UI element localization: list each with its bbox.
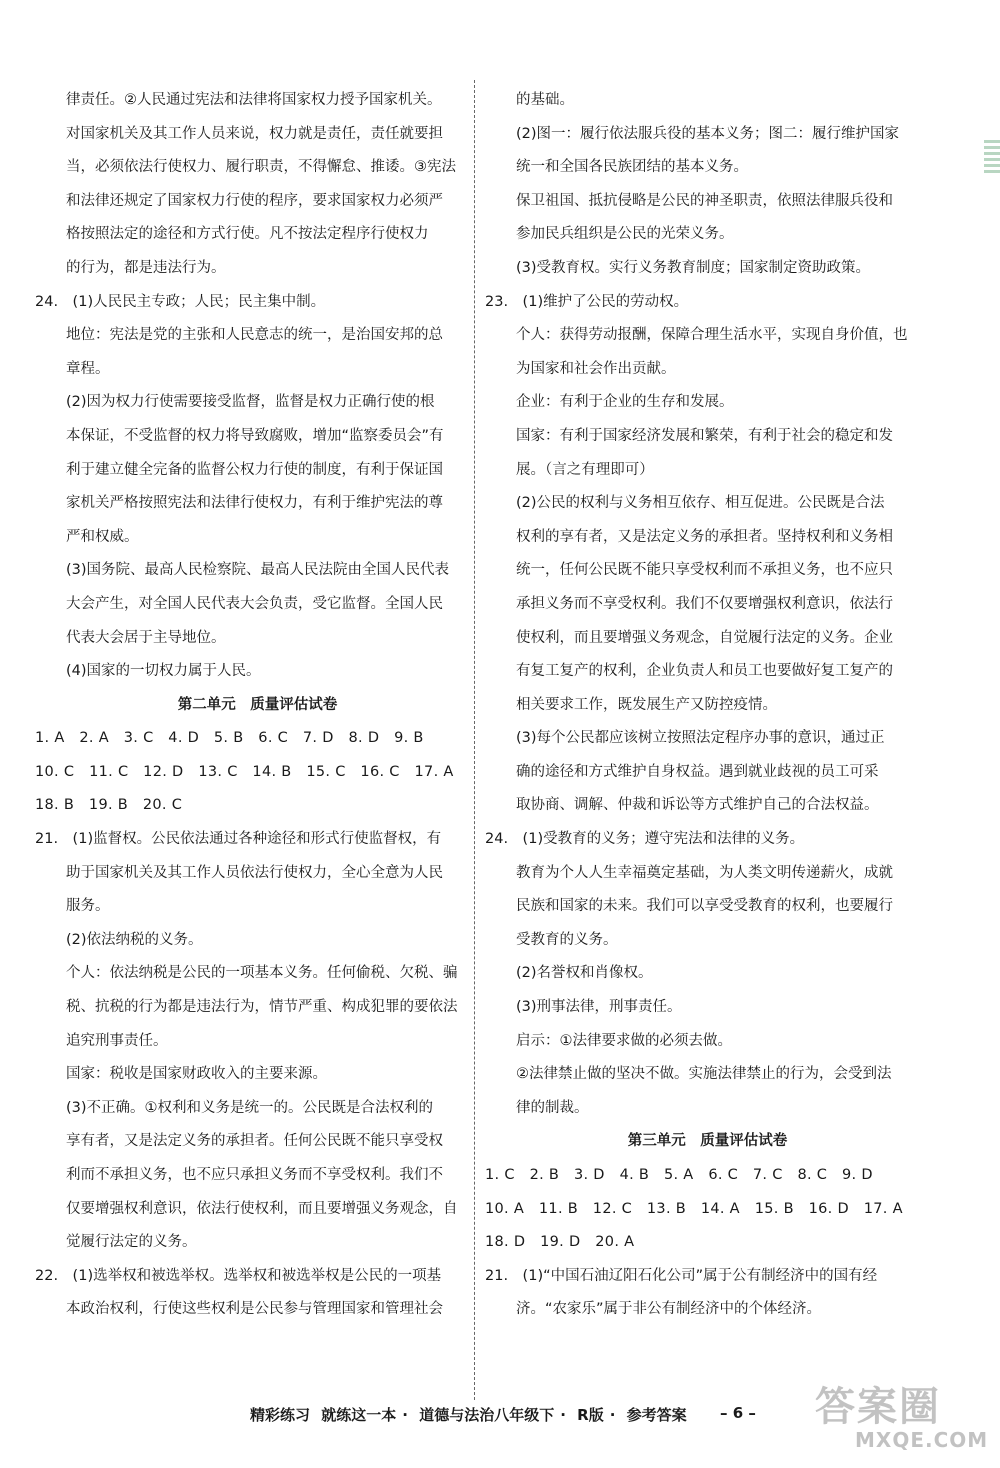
watermark-domain: MXQE.COM xyxy=(855,1428,989,1452)
text-line: 承担义务而不享受权利。我们不仅要增强权利意识，依法行 xyxy=(516,595,893,612)
text-line: 保卫祖国、抵抗侵略是公民的神圣职责，依照法律服兵役和 xyxy=(516,192,893,209)
text-line: 统一和全国各民族团结的基本义务。 xyxy=(516,159,748,176)
section-heading: 第二单元 质量评估试卷 xyxy=(177,696,338,713)
watermark-main: 答案圈 xyxy=(815,1384,941,1430)
text-line: (3)每个公民都应该树立按照法定程序办事的意识，通过正 xyxy=(516,730,885,747)
text-line: 为国家和社会作出贡献。 xyxy=(516,360,676,377)
text-line: 权利的享有者，又是法定义务的承担者。坚持权利和义务相 xyxy=(516,528,893,545)
text-line: 助于国家机关及其工作人员依法行使权力，全心全意为人民 xyxy=(66,864,443,881)
text-line: 和法律还规定了国家权力行使的程序，要求国家权力必须严 xyxy=(66,192,443,209)
text-line: (3)不正确。①权利和义务是统一的。公民既是合法权利的 xyxy=(66,1099,434,1116)
text-line: 大会产生，对全国人民代表大会负责，受它监督。全国人民 xyxy=(66,595,443,612)
text-line: (2)名誉权和肖像权。 xyxy=(516,965,653,982)
text-line: 启示：①法律要求做的必须去做。 xyxy=(516,1032,732,1049)
text-line: 国家：税收是国家财政收入的主要来源。 xyxy=(66,1066,327,1083)
text-line: 利而不承担义务，也不应只承担义务而不享受权利。我们不 xyxy=(66,1167,443,1183)
column-divider xyxy=(474,80,475,1400)
text-line: 代表大会居于主导地位。 xyxy=(66,629,226,646)
text-line: (3)刑事法律，刑事责任。 xyxy=(516,999,682,1016)
text-line: 仅要增强权利意识，依法行使权利，而且要增强义务观念，自 xyxy=(66,1200,458,1217)
right-column xyxy=(485,84,915,1327)
text-line: 当，必须依法行使权力、履行职责，不得懈怠、推诿。③宪法 xyxy=(66,159,456,176)
page-edge-tab xyxy=(984,140,1000,174)
left-column xyxy=(35,84,465,1327)
text-line: (3)国务院、最高人民检察院、最高人民法院由全国人民代表 xyxy=(66,562,450,579)
text-line: (2)依法纳税的义务。 xyxy=(66,931,203,948)
text-line: (2)因为权力行使需要接受监督，监督是权力正确行使的根 xyxy=(66,394,435,411)
text-line: 个人：获得劳动报酬，保障合理生活水平，实现自身价值，也 xyxy=(516,327,908,344)
text-line: 民族和国家的未来。我们可以享受受教育的权利，也要履行 xyxy=(516,898,893,915)
text-line: 的基础。 xyxy=(516,92,574,108)
text-line: 21. (1)监督权。公民依法通过各种途径和形式行使监督权，有 xyxy=(35,831,442,848)
text-line: 21. (1)“中国石油辽阳石化公司”属于公有制经济中的国有经 xyxy=(485,1267,878,1284)
footer-series: 就练这一本 xyxy=(321,1406,397,1424)
answer-key-line: 1. C 2. B 3. D 4. B 5. A 6. C 7. C 8. C 9. D xyxy=(485,1167,873,1183)
text-line: 家机关严格按照宪法和法律行使权力，有利于维护宪法的尊 xyxy=(66,495,443,512)
text-line: 利于建立健全完备的监督公权力行使的制度，有利于保证国 xyxy=(66,461,443,478)
page-number: – 6 – xyxy=(720,1404,756,1422)
text-line: 使权利，而且要增强义务观念，自觉履行法定的义务。企业 xyxy=(516,629,893,646)
text-line: 24. (1)受教育的义务；遵守宪法和法律的义务。 xyxy=(485,831,805,848)
page-footer xyxy=(250,1404,720,1425)
text-line: 严和权威。 xyxy=(66,528,139,545)
text-line: 本政治权利，行使这些权利是公民参与管理国家和管理社会 xyxy=(66,1301,443,1318)
text-line: 地位：宪法是党的主张和人民意志的统一，是治国安邦的总 xyxy=(66,327,443,344)
footer-brand: 精彩练习 xyxy=(250,1406,311,1424)
text-line: 个人：依法纳税是公民的一项基本义务。任何偷税、欠税、骗 xyxy=(66,965,458,982)
footer-section: 参考答案 xyxy=(626,1406,687,1424)
footer-edition: R版 xyxy=(577,1406,604,1424)
text-line: 教育为个人人生幸福奠定基础，为人类文明传递薪火，成就 xyxy=(516,864,893,881)
text-line: 享有者，又是法定义务的承担者。任何公民既不能只享受权 xyxy=(66,1133,443,1150)
footer-sep: · xyxy=(560,1406,566,1424)
text-line: 的行为，都是违法行为。 xyxy=(66,259,226,276)
footer-sep: · xyxy=(402,1406,408,1424)
answer-key-line: 10. A 11. B 12. C 13. B 14. A 15. B 16. D 17. A xyxy=(485,1200,903,1217)
footer-sep: · xyxy=(609,1406,616,1424)
text-line: 律责任。②人民通过宪法和法律将国家权力授予国家机关。 xyxy=(66,92,442,108)
text-line: 税、抗税的行为都是违法行为，情节严重、构成犯罪的要依法 xyxy=(66,999,458,1016)
text-line: 济。“农家乐”属于非公有制经济中的个体经济。 xyxy=(516,1301,822,1318)
answer-key-line: 10. C 11. C 12. D 13. C 14. B 15. C 16. C 17. A xyxy=(35,763,454,780)
text-line: ②法律禁止做的坚决不做。实施法律禁止的行为，会受到法 xyxy=(516,1066,892,1083)
text-line: 服务。 xyxy=(66,898,110,915)
text-line: 受教育的义务。 xyxy=(516,931,618,948)
text-line: 24. (1)人民民主专政；人民；民主集中制。 xyxy=(35,293,326,310)
text-line: 确的途径和方式维护自身权益。遇到就业歧视的员工可采 xyxy=(516,763,879,780)
text-line: 统一，任何公民既不能只享受权利而不承担义务，也不应只 xyxy=(516,562,893,579)
text-line: 取协商、调解、仲裁和诉讼等方式维护自己的合法权益。 xyxy=(516,797,879,814)
text-line: 企业：有利于企业的生存和发展。 xyxy=(516,394,734,411)
text-line: 国家：有利于国家经济发展和繁荣，有利于社会的稳定和发 xyxy=(516,427,893,444)
footer-subject: 道德与法治八年级下 xyxy=(419,1406,555,1424)
text-line: 格按照法定的途径和方式行使。凡不按法定程序行使权力 xyxy=(66,226,429,243)
watermark-logo xyxy=(815,1385,995,1465)
section-heading: 第三单元 质量评估试卷 xyxy=(627,1133,788,1150)
text-line: (2)公民的权利与义务相互依存、相互促进。公民既是合法 xyxy=(516,495,885,512)
text-line: 相关要求工作，既发展生产又防控疫情。 xyxy=(516,696,777,713)
text-line: (4)国家的一切权力属于人民。 xyxy=(66,663,261,680)
answer-key-line: 18. D 19. D 20. A xyxy=(485,1234,635,1251)
text-line: 律的制裁。 xyxy=(516,1099,589,1116)
text-line: 有复工复产的权利，企业负责人和员工也要做好复工复产的 xyxy=(516,663,893,680)
text-line: 参加民兵组织是公民的光荣义务。 xyxy=(516,226,734,243)
text-line: 章程。 xyxy=(66,360,110,377)
text-line: 追究刑事责任。 xyxy=(66,1032,168,1049)
text-line: 本保证，不受监督的权力将导致腐败，增加“监察委员会”有 xyxy=(66,427,444,444)
text-line: 22. (1)选举权和被选举权。选举权和被选举权是公民的一项基 xyxy=(35,1267,442,1284)
answer-key-line: 18. B 19. B 20. C xyxy=(35,797,183,814)
text-line: (3)受教育权。实行义务教育制度；国家制定资助政策。 xyxy=(516,259,871,276)
text-line: 觉履行法定的义务。 xyxy=(66,1234,197,1251)
answer-key-line: 1. A 2. A 3. C 4. D 5. B 6. C 7. D 8. D 9. B xyxy=(35,730,424,747)
text-line: (2)图一：履行依法服兵役的基本义务；图二：履行维护国家 xyxy=(516,125,900,142)
text-line: 对国家机关及其工作人员来说，权力就是责任，责任就要担 xyxy=(66,125,443,142)
text-line: 23. (1)维护了公民的劳动权。 xyxy=(485,293,689,310)
text-line: 展。（言之有理即可） xyxy=(516,461,654,478)
